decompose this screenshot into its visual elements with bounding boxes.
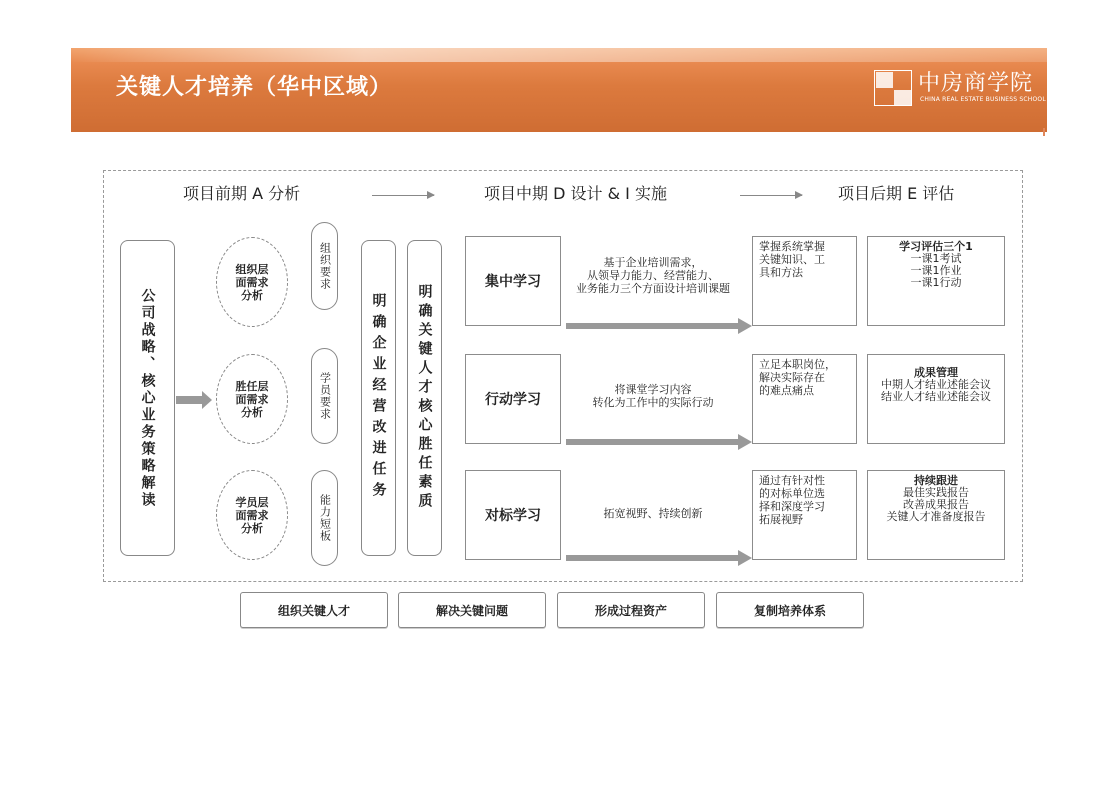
phase-arrow xyxy=(372,195,434,196)
evaluation-items: 中期人才结业述能会议 结业人才结业述能会议 xyxy=(881,378,991,403)
learning-mode-box: 集中学习 xyxy=(465,236,561,326)
phase-design-implement: 项目中期 D 设计 & I 实施 xyxy=(484,184,667,203)
evaluation-items: 一课1考试 一课1作业 一课1行动 xyxy=(910,252,962,289)
org-requirement-pill xyxy=(311,222,338,310)
outcome-key-talent: 组织关键人才 xyxy=(240,592,388,628)
flow-arrow xyxy=(566,439,738,445)
learning-mode-description: 基于企业培训需求， 从领导力能力、经营能力、 业务能力三个方面设计培训课题 xyxy=(576,256,730,295)
strategy-text: 公司战略、核心业务策略解读 xyxy=(139,287,156,509)
banner-edge-mark xyxy=(1043,128,1045,136)
learning-mode-description: 拓宽视野、持续创新 xyxy=(603,507,703,520)
evaluation-title: 持续跟进 xyxy=(914,474,958,487)
logo-english-name: CHINA REAL ESTATE BUSINESS SCHOOL xyxy=(920,96,1046,103)
evaluation-title: 学习评估三个1 xyxy=(899,240,973,253)
goal-core-competency xyxy=(407,240,442,556)
outcome-solve-problems: 解决关键问题 xyxy=(398,592,546,628)
goal-text: 明确关键人才核心胜任素质 xyxy=(416,284,433,512)
outcome-replicate-system: 复制培养体系 xyxy=(716,592,864,628)
learning-outcome-box: 掌握系统掌握 关键知识、工 具和方法 xyxy=(752,236,857,326)
strategy-arrow xyxy=(176,396,202,404)
flow-arrow xyxy=(566,555,738,561)
trainee-needs-ellipse: 学员层 面需求 分析 xyxy=(216,470,288,560)
learning-mode-box: 行动学习 xyxy=(465,354,561,444)
org-needs-ellipse: 组织层 面需求 分析 xyxy=(216,237,288,327)
learning-outcome-box: 立足本职岗位， 解决实际存在 的难点痛点 xyxy=(752,354,857,444)
logo-chinese-name: 中房商学院 xyxy=(918,71,1034,96)
banner-highlight xyxy=(71,48,1047,62)
evaluation-items: 最佳实践报告 改善成果报告 关键人才准备度报告 xyxy=(886,486,986,523)
outcome-process-assets: 形成过程资产 xyxy=(557,592,705,628)
competency-needs-ellipse: 胜任层 面需求 分析 xyxy=(216,354,288,444)
trainee-requirement-pill xyxy=(311,348,338,444)
evaluation-box xyxy=(867,470,1005,560)
evaluation-box xyxy=(867,354,1005,444)
phase-arrow xyxy=(740,195,802,196)
evaluation-box xyxy=(867,236,1005,326)
learning-outcome-box: 通过有针对性 的对标单位选 择和深度学习 拓展视野 xyxy=(752,470,857,560)
page-title: 关键人才培养（华中区域） xyxy=(116,75,393,100)
evaluation-title: 成果管理 xyxy=(914,366,958,379)
strategy-box xyxy=(120,240,175,556)
pill-text: 组织要求 xyxy=(318,242,332,290)
phase-analysis: 项目前期 A 分析 xyxy=(183,184,301,203)
goal-text: 明确企业经营改进任务 xyxy=(370,293,387,503)
capability-gap-pill xyxy=(311,470,338,566)
learning-mode-description: 将课堂学习内容 转化为工作中的实际行动 xyxy=(592,383,714,409)
flow-arrow xyxy=(566,323,738,329)
pill-text: 能力短板 xyxy=(318,494,332,542)
learning-mode-box: 对标学习 xyxy=(465,470,561,560)
school-logo-icon xyxy=(874,70,912,106)
goal-business-improvement xyxy=(361,240,396,556)
phase-evaluate: 项目后期 E 评估 xyxy=(838,184,955,203)
pill-text: 学员要求 xyxy=(318,372,332,420)
